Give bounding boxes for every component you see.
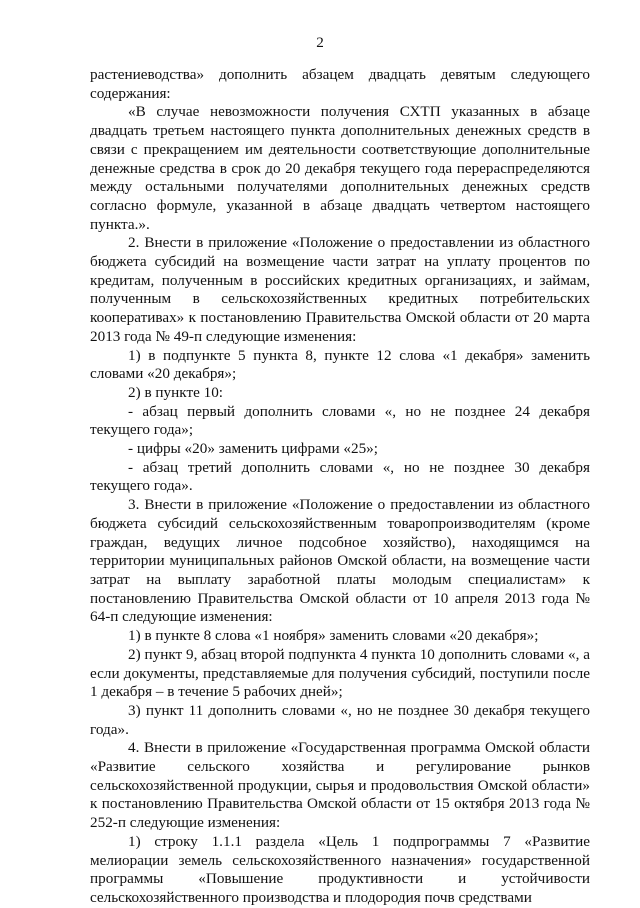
paragraph-3: 2. Внести в приложение «Положение о предоставлении из областного бюджета субсидий на возмещение части затрат на уплату процентов по кредитам, полученным в российских кредитных организациях, и займам, полученным в сельскохозяйственных кредитных потребительских кооперативах» к постановлению Правительства Омской области от 20 марта 2013 года № 49-п следующие изменения:: [90, 234, 590, 345]
paragraph-13: 4. Внести в приложение «Государственная программа Омской области «Развитие сельского хозяйства и регулирование рынков сельскохозяйственной продукции, сырья и продовольствия Омской области» к постановлению Правительства Омской области от 15 октября 2013 года № 252-п следующие изменения:: [90, 739, 590, 832]
paragraph-11: 2) пункт 9, абзац второй подпункта 4 пункта 10 дополнить словами «, а если документы, представляемые для получения субсидий, поступили после 1 декабря – в течение 5 рабочих дней»;: [90, 645, 590, 701]
paragraph-4: 1) в подпункте 5 пункта 8, пункте 12 слова «1 декабря» заменить словами «20 декабря»;: [90, 346, 590, 383]
paragraph-12: 3) пункт 11 дополнить словами «, но не позднее 30 декабря текущего года».: [90, 701, 590, 738]
paragraph-9: 3. Внести в приложение «Положение о предоставлении из областного бюджета субсидий сельскохозяйственным товаропроизводителям (кроме граждан, ведущих личное подсобное хозяйство), находящимся на территории муниципальных районов Омской области, на возмещение части затрат на выплату заработной платы молодым специалистам» к постановлению Правительства Омской области от 10 апреля 2013 года № 64-п следующие изменения:: [90, 496, 590, 626]
paragraph-2: «В случае невозможности получения СХТП указанных в абзаце двадцать третьем настоящего пункта дополнительных денежных средств в связи с прекращением им деятельности соответствующие дополнительные денежные средства в срок до 20 декабря текущего года перераспределяются между остальными получателями дополнительных денежных средств согласно формуле, указанной в абзаце двадцать четвертом настоящего пункта.».: [90, 103, 590, 233]
paragraph-7: - цифры «20» заменить цифрами «25»;: [128, 440, 378, 458]
paragraph-10: 1) в пункте 8 слова «1 ноября» заменить словами «20 декабря»;: [128, 627, 539, 645]
page-number: 2: [316, 34, 324, 51]
paragraph-6: - абзац первый дополнить словами «, но не позднее 24 декабря текущего года»;: [90, 402, 590, 439]
paragraph-1: растениеводства» дополнить абзацем двадцать девятым следующего содержания:: [90, 66, 590, 102]
paragraph-5: 2) в пункте 10:: [128, 383, 224, 401]
paragraph-14: 1) строку 1.1.1 раздела «Цель 1 подпрограммы 7 «Развитие мелиорации земель сельскохозяйственного назначения» государственной программы «Повышение продуктивности и устойчивости сельскохозяйственного производства и плодородия почв средствами: [90, 832, 590, 906]
document-body: [90, 66, 590, 908]
paragraph-8: - абзац третий дополнить словами «, но не позднее 30 декабря текущего года».: [90, 458, 590, 495]
